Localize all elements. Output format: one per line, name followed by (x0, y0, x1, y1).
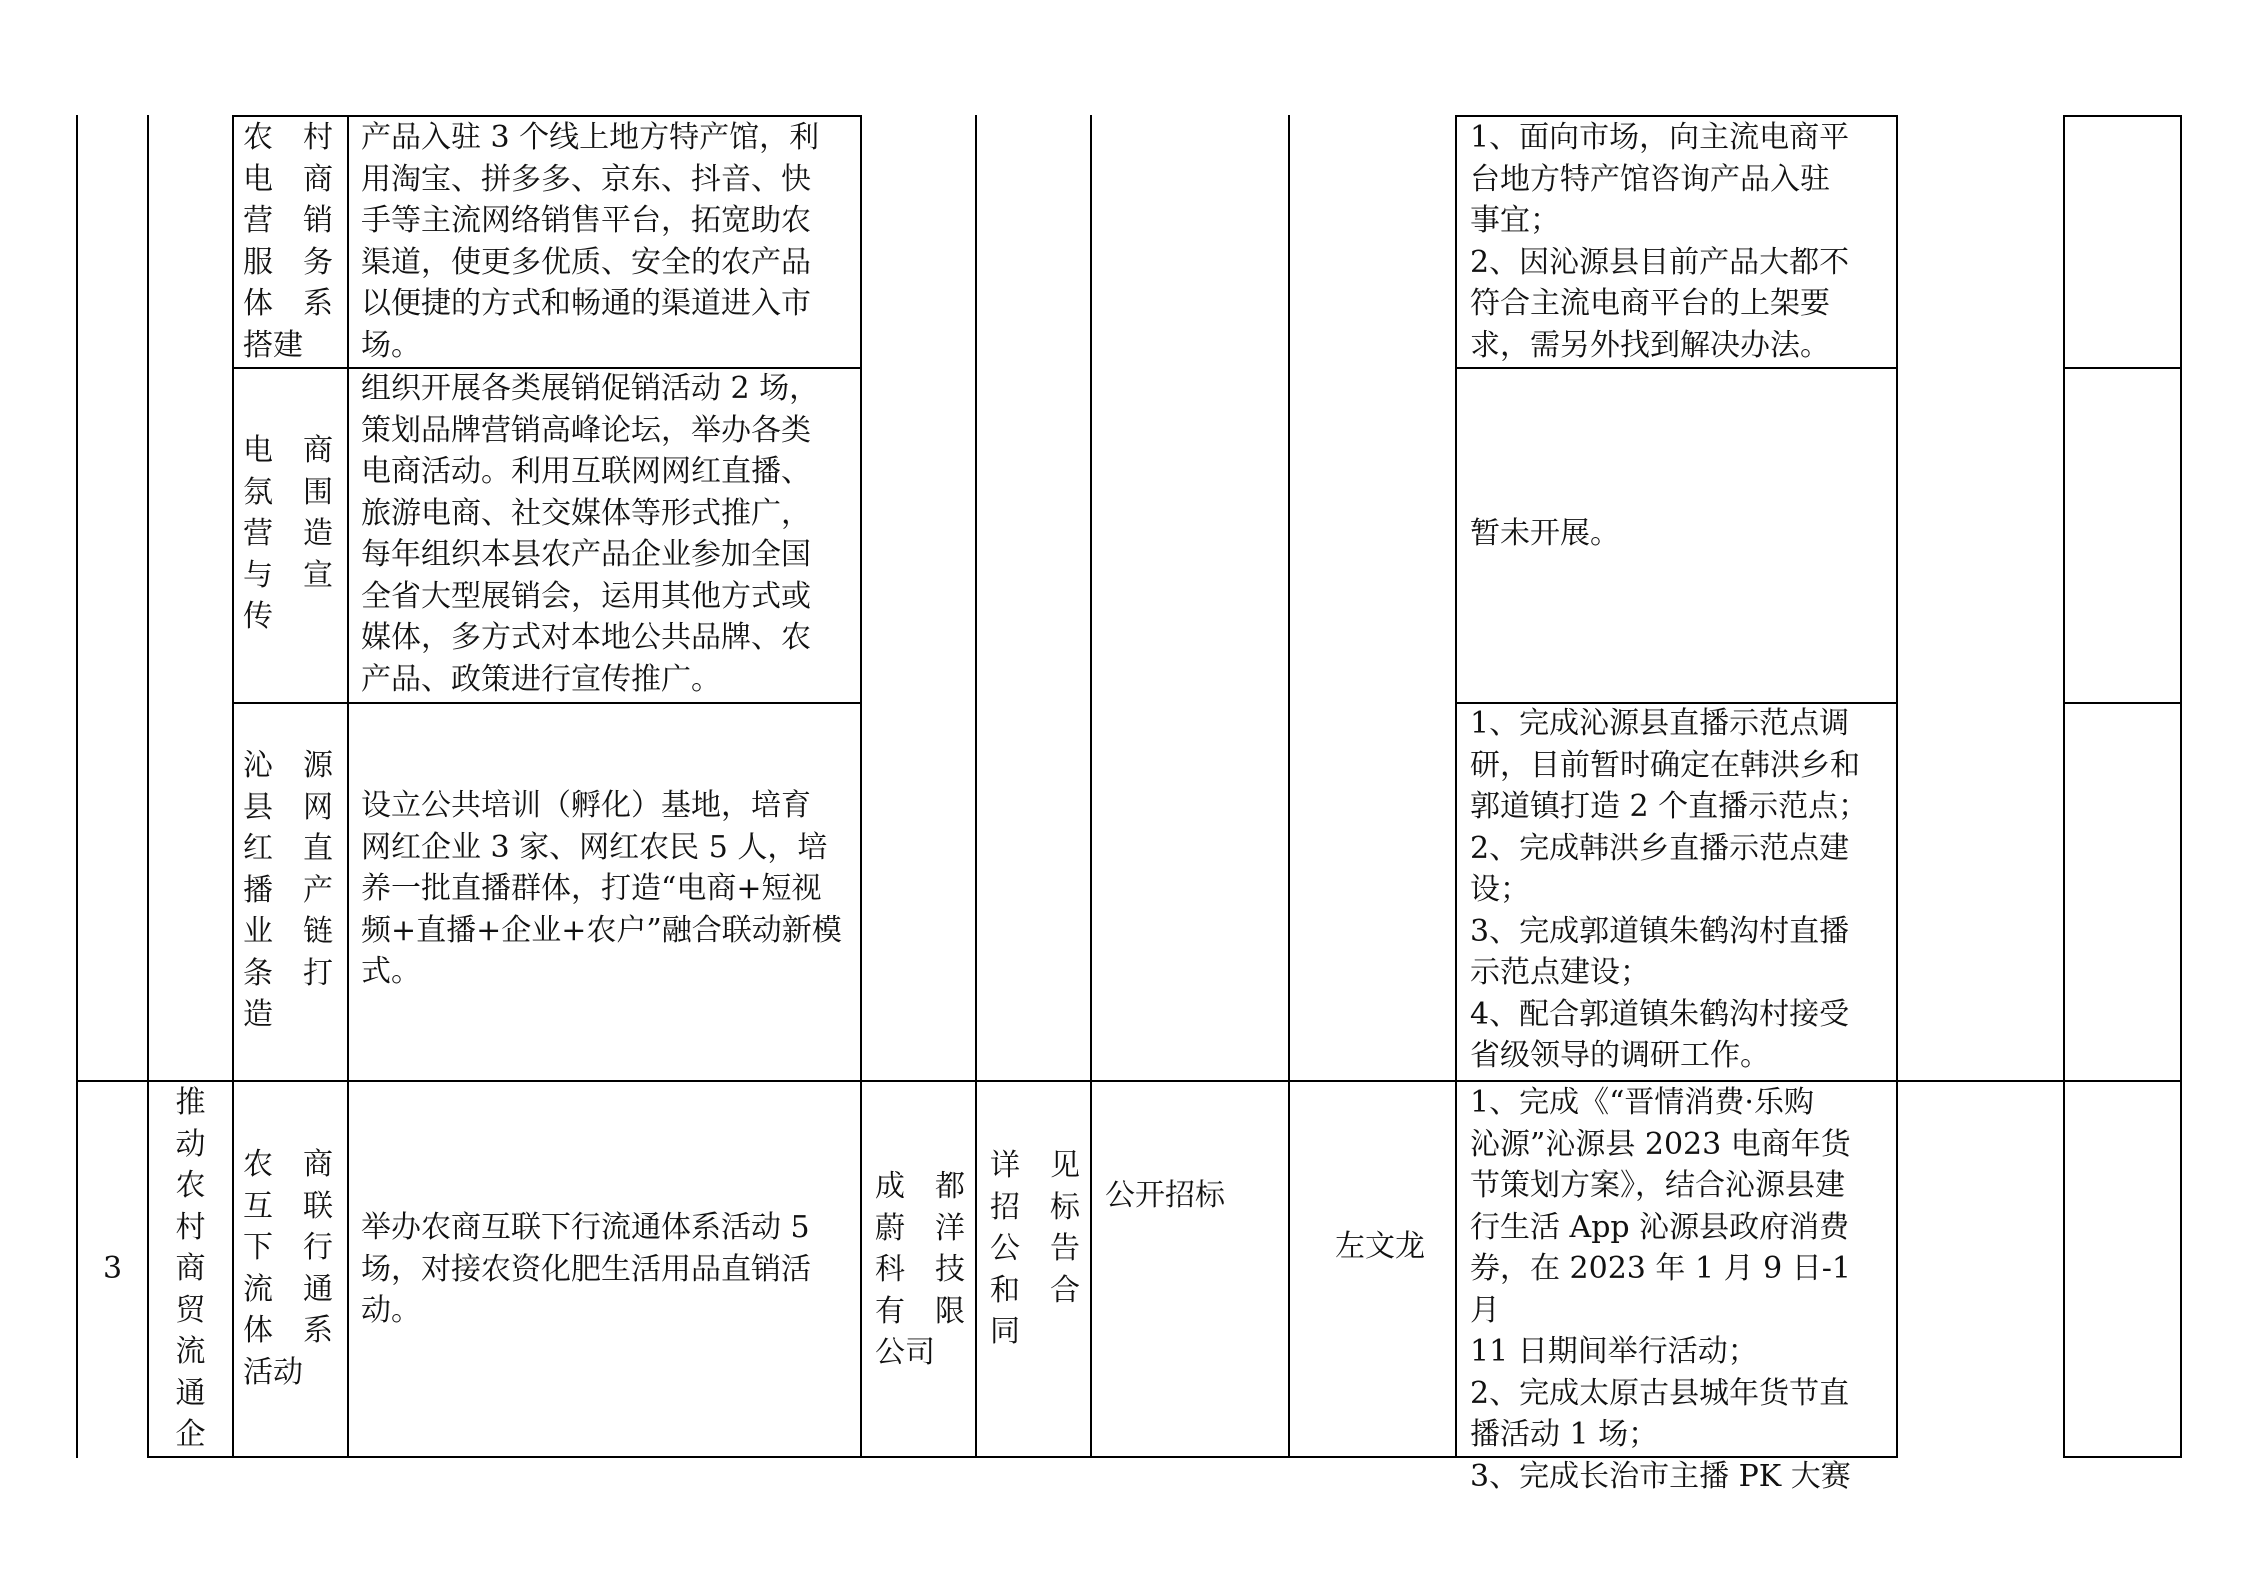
item-name-line: 与 宣 (243, 557, 333, 593)
grid-vline-6 (975, 115, 977, 1458)
grid-vline-10 (1896, 115, 1898, 1458)
item-name-line: 红 直 (243, 831, 333, 866)
item-name-line: 农 商 (243, 1147, 333, 1182)
progress-row-1: 1、面向市场，向主流电商平 台地方特产馆咨询产品入驻 事宜； 2、因沁源县目前产品大都不 符合主流电商平台的上架要 求，需另外找到解决办法。 (1470, 120, 1850, 363)
company-line: 公司 (875, 1335, 935, 1370)
contract-info (990, 1145, 1080, 1353)
category-char: 流 (175, 1334, 206, 1369)
section-number: 3 (102, 1251, 123, 1286)
contract-line: 同 (990, 1314, 1020, 1349)
company-name (875, 1166, 965, 1374)
category-char: 推 (175, 1085, 206, 1120)
company-line: 成 都 (875, 1169, 965, 1204)
item-name-line: 下 行 (243, 1230, 333, 1265)
content-section-3: 举办农商互联下行流通体系活动 5 场，对接农资化肥生活用品直销活 动。 (361, 1210, 811, 1328)
item-name-line: 氛 围 (243, 474, 333, 510)
progress-section-3: 1、完成《“晋情消费·乐购 沁源”沁源县 2023 电商年货 节策划方案》，结合沁源县建 行生活 App 沁源县政府消费 券，在 2023 年 1 月 9 日-1 月 11 日期间举行活动； 2、完成太原古县城年货节直 播活动 1 场； 3、完成长治市主播 PK 大赛 (1470, 1085, 1851, 1494)
item-name-line: 体 系 (243, 1313, 333, 1348)
item-name-line: 造 (243, 997, 273, 1032)
contract-line: 详 见 (990, 1148, 1080, 1183)
item-name-line: 流 通 (243, 1271, 333, 1307)
grid-hline-3a (232, 702, 862, 704)
content-row-3: 设立公共培训（孵化）基地，培育 网红企业 3 家、网红农民 5 人，培 养一批直播群体，打造“电商+短视 频+直播+企业+农户”融合联动新模 式。 (361, 788, 842, 989)
item-name-row-2 (243, 430, 337, 638)
item-name-line: 条 打 (243, 955, 333, 991)
grid-hline-bottom-b (2063, 1456, 2182, 1458)
grid-vline-3 (232, 115, 234, 1458)
item-name-line: 沁 源 (243, 748, 333, 783)
item-name-line: 搭建 (243, 327, 303, 363)
responsible-person: 左文龙 (1335, 1229, 1425, 1264)
company-line: 科 技 (875, 1252, 965, 1287)
category-char: 商 (175, 1251, 206, 1286)
grid-vline-7 (1090, 115, 1092, 1458)
contract-line: 和 合 (990, 1272, 1080, 1308)
grid-hline-2c (2063, 367, 2182, 369)
grid-vline-12 (2180, 115, 2182, 1458)
item-name-section-3 (243, 1144, 337, 1393)
item-name-line: 营 造 (243, 516, 333, 551)
item-name-line: 传 (243, 599, 273, 634)
item-name-row-3 (243, 745, 337, 1036)
item-name-line: 播 产 (243, 872, 333, 908)
item-name-line: 业 链 (243, 914, 333, 949)
category-char: 动 (175, 1126, 206, 1162)
item-name-line: 电 商 (243, 161, 333, 197)
item-name-line: 体 系 (243, 286, 333, 321)
item-name-row-1 (243, 117, 337, 366)
grid-hline-2b (1455, 367, 1898, 369)
category-char: 贸 (175, 1292, 206, 1328)
grid-vline-9 (1455, 115, 1457, 1458)
item-name-line: 电 商 (243, 433, 333, 468)
category-char: 企 (175, 1417, 206, 1452)
category-char: 村 (175, 1209, 206, 1245)
content-row-2: 组织开展各类展销促销活动 2 场， 策划品牌营销高峰论坛，举办各类 电商活动。利用互联网网红直播、 旅游电商、社交媒体等形式推广， 每年组织本县农产品企业参加全国 全省大型展销会，运用其他方式或 媒体，多方式对本地公共品牌、农 产品、政策进行宣传推广。 (361, 371, 820, 697)
grid-vline-11 (2063, 115, 2065, 1458)
company-line: 有 限 (875, 1293, 965, 1329)
contract-line: 招 标 (990, 1189, 1080, 1225)
section-category (149, 1082, 232, 1456)
item-name-line: 活动 (243, 1354, 303, 1390)
progress-row-2: 暂未开展。 (1470, 516, 1620, 551)
item-name-line: 营 销 (243, 203, 333, 238)
progress-row-3: 1、完成沁源县直播示范点调 研，目前暂时确定在韩洪乡和 郭道镇打造 2 个直播示范点； 2、完成韩洪乡直播示范点建 设； 3、完成郭道镇朱鹤沟村直播 示范点建设； 4、配合郭道镇朱鹤沟村接受 省级领导的调研工作。 (1470, 706, 1869, 1073)
item-name-line: 服 务 (243, 244, 333, 280)
item-name-line: 互 联 (243, 1188, 333, 1224)
contract-line: 公 告 (990, 1231, 1080, 1266)
content-row-1: 产品入驻 3 个线上地方特产馆，利 用淘宝、拼多多、京东、抖音、快 手等主流网络销售平台，拓宽助农 渠道，使更多优质、安全的农产品 以便捷的方式和畅通的渠道进入市 场。 (361, 120, 820, 363)
company-line: 蔚 洋 (875, 1210, 965, 1246)
grid-hline-top-c (2063, 115, 2182, 117)
item-name-line: 县 网 (243, 789, 333, 825)
category-char: 农 (175, 1168, 206, 1203)
item-name-line: 农 村 (243, 120, 333, 155)
grid-vline-4 (347, 115, 349, 1458)
category-char: 通 (175, 1375, 206, 1411)
grid-vline-8 (1288, 115, 1290, 1458)
grid-hline-3c (2063, 702, 2182, 704)
procurement-method: 公开招标 (1105, 1178, 1225, 1213)
